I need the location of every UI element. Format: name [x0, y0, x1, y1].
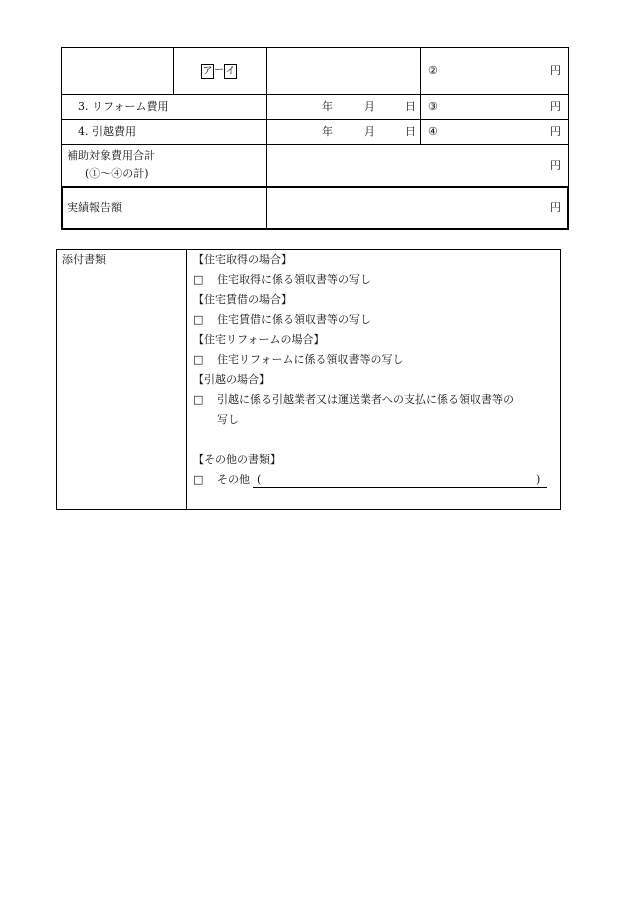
- year-label: 年: [322, 125, 333, 138]
- item-moving-receipt-cont: 写し: [217, 413, 239, 426]
- section-heading-reform: 【住宅リフォームの場合】: [193, 333, 325, 346]
- yen-unit: 円: [550, 159, 561, 172]
- month-label: 月: [364, 100, 375, 113]
- yen-unit: 円: [550, 100, 561, 113]
- code-box-i: イ: [225, 66, 236, 77]
- table-border: [61, 47, 62, 187]
- item-acquisition-receipt: 住宅取得に係る領収書等の写し: [217, 273, 371, 286]
- table-border: [61, 47, 569, 48]
- checkbox-other[interactable]: □: [193, 473, 204, 486]
- table-border: [56, 249, 57, 510]
- day-label: 日: [405, 100, 416, 113]
- table-border: [567, 186, 569, 230]
- table-border: [61, 144, 569, 145]
- other-close-paren: ): [536, 473, 541, 486]
- table-border: [61, 94, 569, 95]
- other-label: その他: [217, 473, 250, 486]
- other-input-line[interactable]: [253, 487, 547, 488]
- table-border: [56, 509, 561, 510]
- code-dash: ー: [214, 65, 224, 76]
- checkbox-moving[interactable]: □: [193, 393, 204, 406]
- month-label: 月: [364, 125, 375, 138]
- day-label: 日: [405, 125, 416, 138]
- reform-cost-label: 3. リフォーム費用: [78, 100, 169, 113]
- table-border: [186, 249, 187, 510]
- table-border: [568, 47, 569, 187]
- yen-unit: 円: [550, 125, 561, 138]
- checkbox-rental[interactable]: □: [193, 313, 204, 326]
- table-border: [420, 47, 421, 145]
- report-amount-label: 実績報告額: [67, 201, 122, 214]
- attachments-label: 添付書類: [62, 253, 106, 266]
- table-border: [56, 249, 561, 250]
- section-heading-acquisition: 【住宅取得の場合】: [193, 253, 292, 266]
- yen-unit: 円: [550, 201, 561, 214]
- section-heading-other: 【その他の書類】: [193, 453, 281, 466]
- subsidy-total-label: 補助対象費用合計: [67, 149, 155, 162]
- subsidy-total-note: (①～④の計): [85, 167, 149, 180]
- circle-number-3: ③: [428, 100, 438, 113]
- table-border: [560, 249, 561, 510]
- year-label: 年: [322, 100, 333, 113]
- checkbox-reform[interactable]: □: [193, 353, 204, 366]
- checkbox-acquisition[interactable]: □: [193, 273, 204, 286]
- item-rental-receipt: 住宅賃借に係る領収書等の写し: [217, 313, 371, 326]
- table-border: [61, 228, 569, 230]
- section-heading-rental: 【住宅賃借の場合】: [193, 293, 292, 306]
- section-heading-moving: 【引越の場合】: [193, 373, 270, 386]
- table-border: [61, 186, 63, 230]
- circle-number-4: ④: [428, 125, 438, 138]
- code-box-a: ア: [202, 66, 213, 77]
- table-border: [266, 47, 267, 229]
- table-border: [61, 186, 569, 188]
- table-border: [61, 119, 569, 120]
- table-border: [173, 47, 174, 95]
- yen-unit: 円: [550, 64, 561, 77]
- item-moving-receipt: 引越に係る引越業者又は運送業者への支払に係る領収書等の: [217, 393, 514, 406]
- circle-number-2: ②: [428, 64, 438, 77]
- item-reform-receipt: 住宅リフォームに係る領収書等の写し: [217, 353, 404, 366]
- other-open-paren: (: [257, 473, 262, 486]
- moving-cost-label: 4. 引越費用: [78, 125, 136, 138]
